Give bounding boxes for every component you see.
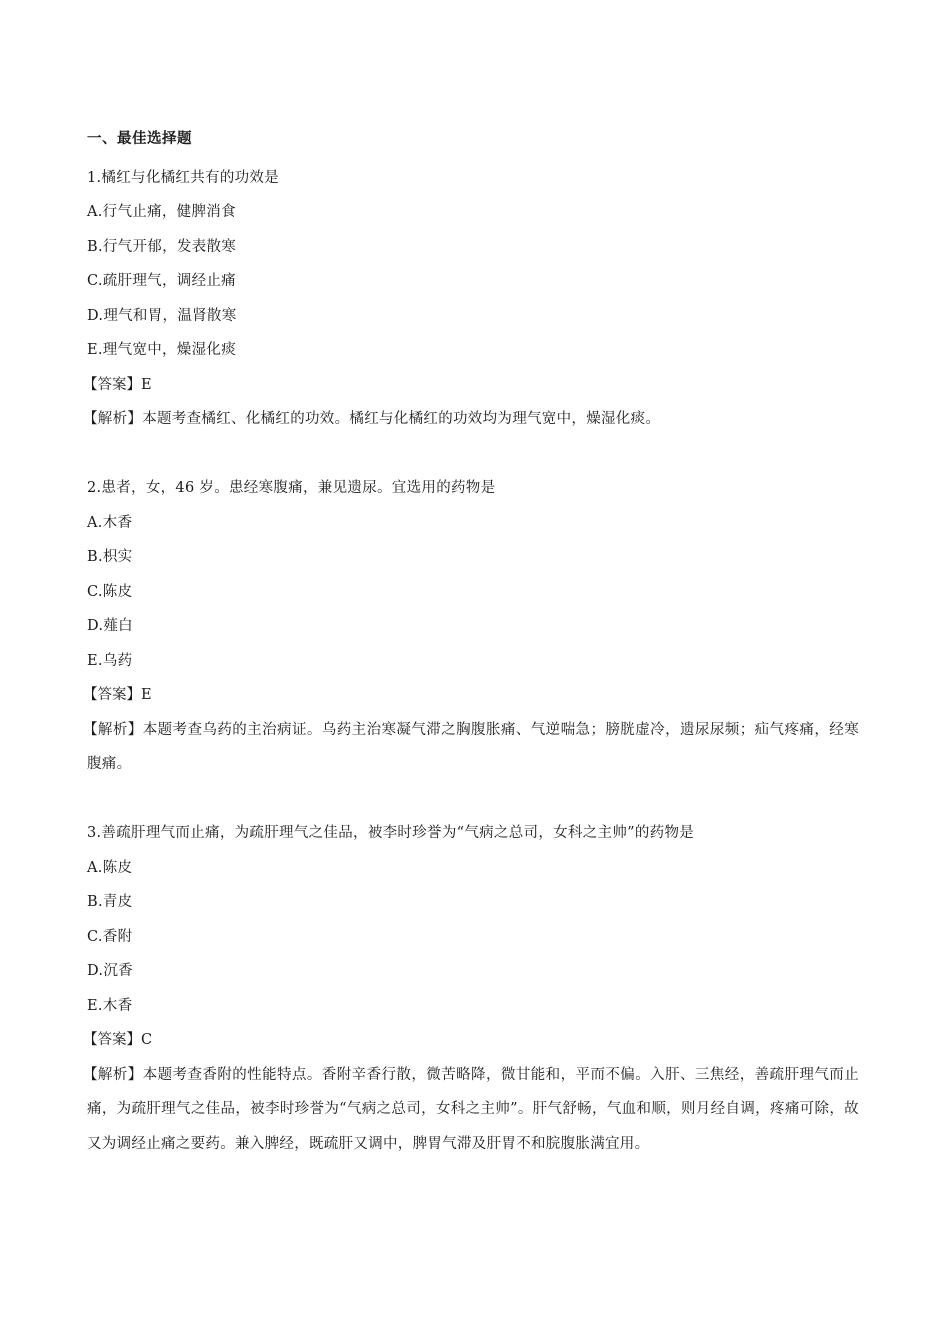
- option-b: B.枳实: [87, 549, 133, 565]
- question-2: [83, 471, 859, 782]
- analysis-label: 【解析】: [83, 1066, 143, 1083]
- option-d: D.理气和胃，温肾散寒: [87, 307, 237, 324]
- section-title: 一、最佳选择题: [87, 131, 192, 147]
- option-c: C.疏肝理气，调经止痛: [87, 273, 236, 289]
- option-c: C.陈皮: [87, 583, 133, 600]
- answer-line: [83, 1023, 859, 1058]
- option-b: B.青皮: [87, 894, 133, 910]
- option-e: E.乌药: [87, 652, 133, 669]
- answer-line: [83, 368, 859, 403]
- question-1: [83, 161, 859, 437]
- question-stem: 3.善疏肝理气而止痛，为疏肝理气之佳品，被李时珍誉为“气病之总司，女科之主帅”的药物是: [87, 825, 695, 841]
- analysis-text: 本题考查橘红、化橘红的功效。橘红与化橘红的功效均为理气宽中，燥湿化痰。: [142, 411, 661, 427]
- option-b: B.行气开郁，发表散寒: [87, 238, 237, 255]
- analysis-paragraph: [83, 402, 859, 437]
- option-d: D.沉香: [87, 963, 133, 979]
- question-stem: 1.橘红与化橘红共有的功效是: [87, 169, 280, 186]
- answer-label: 【答案】: [83, 687, 141, 703]
- answer-value: E: [141, 687, 152, 703]
- option-e: E.理气宽中，燥湿化痰: [87, 342, 236, 358]
- analysis-label: 【解析】: [83, 721, 143, 738]
- option-e: E.木香: [87, 997, 133, 1014]
- analysis-text: 本题考查香附的性能特点。香附辛香行散，微苦略降，微甘能和，平而不偏。入肝、三焦经，善疏肝理气而止痛，为疏肝理气之佳品，被李时珍誉为“气病之总司，女科之主帅”。肝气舒畅，气血和顺，则月经自调，疼痛可除，故又为调经止痛之要药。兼入脾经，既疏肝又调中，脾胃气滞及肝胃不和脘腹胀满宜用。: [87, 1066, 859, 1152]
- option-c: C.香附: [87, 928, 133, 945]
- option-a: A.陈皮: [87, 859, 133, 876]
- analysis-paragraph: [83, 1058, 859, 1162]
- answer-value: E: [141, 376, 152, 393]
- answer-value: C: [141, 1032, 153, 1048]
- option-a: A.木香: [87, 514, 133, 531]
- document-page: [83, 126, 859, 1161]
- option-a: A.行气止痛，健脾消食: [87, 204, 236, 220]
- analysis-paragraph: [83, 713, 859, 782]
- question-stem: 2.患者，女，46 岁。患经寒腹痛，兼见遗尿。宜选用的药物是: [87, 480, 496, 496]
- analysis-label: 【解析】: [83, 411, 143, 427]
- question-3: [83, 816, 859, 1161]
- answer-label: 【答案】: [83, 1032, 141, 1048]
- analysis-text: 本题考查乌药的主治病证。乌药主治寒凝气滞之胸腹胀痛、气逆喘急；膀胱虚冷，遗尿尿频；疝气疼痛，经寒腹痛。: [87, 721, 859, 772]
- option-d: D.薤白: [87, 618, 133, 634]
- answer-label: 【答案】: [83, 376, 141, 393]
- answer-line: [83, 678, 859, 713]
